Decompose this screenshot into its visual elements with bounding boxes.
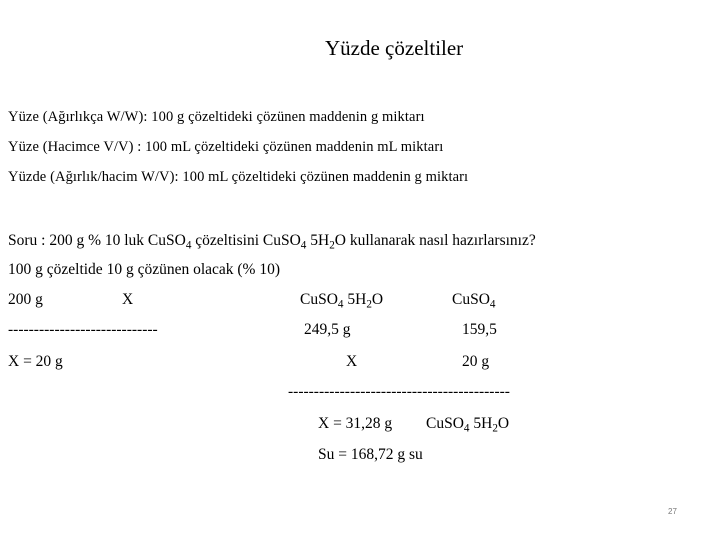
question-text: Soru : 200 g % 10 luk CuSO$_4$ çözeltisini CuSO$_4$ $5H_2O$ kullanarak nasıl hazırlarsınız? [8,232,536,252]
ratio-left-top-a: 200 g [8,291,43,308]
ratio-right-col1-header: CuSO$_4$ $5H_2O$ [300,291,384,311]
result-compound: CuSO$_4$ $5H_2O$ [426,415,510,435]
page-title: Yüzde çözeltiler [325,36,464,60]
statement-text: 100 g çözeltide 10 g çözünen olacak (% 10) [8,261,281,278]
ratio-right-col1-unknown: X [346,353,358,370]
ratio-right-col1-value: 249,5 g [304,321,351,338]
page-number: 27 [668,507,677,516]
definition-weight: Yüze (Ağırlıkça W/W): 100 g çözeltideki çözünen maddenin g miktarı [8,109,425,125]
ratio-right-col2-value: 159,5 [462,321,497,338]
result-x: X = 31,28 g [318,415,393,432]
ratio-left-result: X = 20 g [8,353,63,370]
ratio-right-col2-known: 20 g [462,353,490,370]
result-water: Su = 168,72 g su [318,446,423,463]
ratio-right-col2-header: CuSO$_4$ [452,291,496,311]
ratio-right-divider: ------------------------------------------- [288,383,510,400]
definition-weight-volume: Yüzde (Ağırlık/hacim W/V): 100 mL çözeltideki çözünen maddenin g miktarı [8,169,469,185]
definition-volume: Yüze (Hacimce V/V) : 100 mL çözeltideki çözünen maddenin mL miktarı [8,139,444,155]
ratio-left-top-b: X [122,291,134,308]
ratio-left-divider: ----------------------------- [8,321,158,338]
